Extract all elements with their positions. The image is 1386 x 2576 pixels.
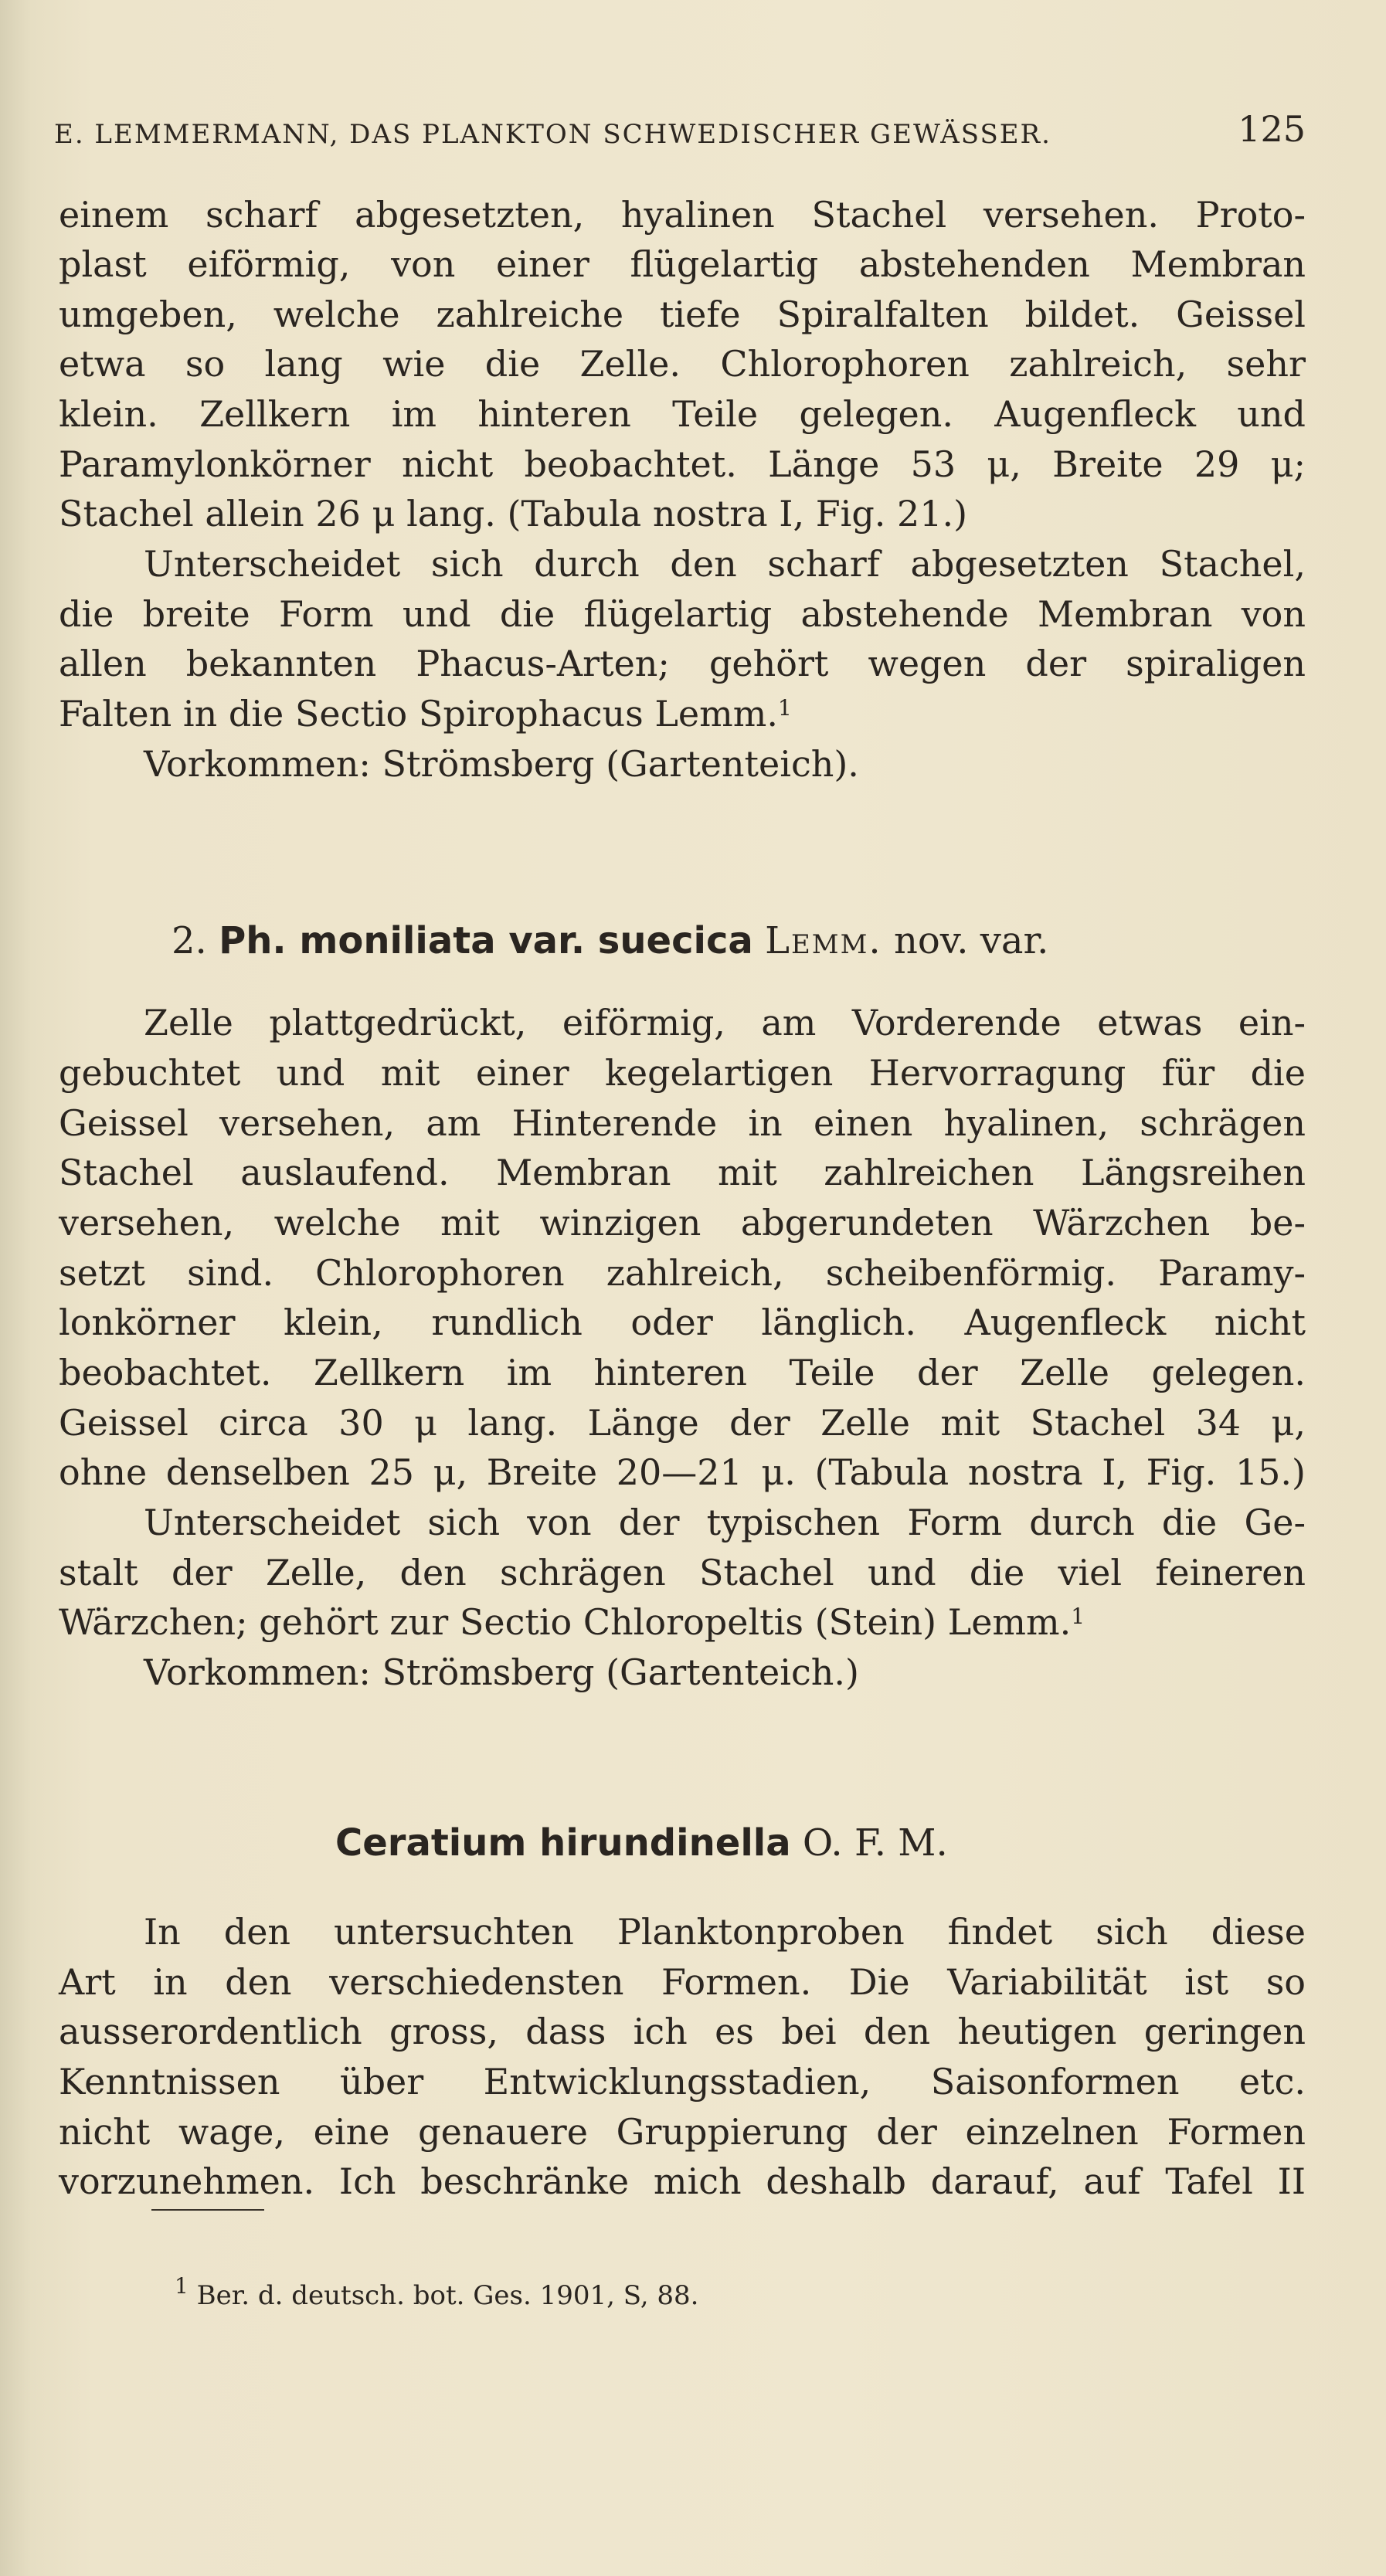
text-line: stalt der Zelle, den schrägen Stachel und die viel feineren <box>59 1552 1306 1593</box>
text-line: umgeben, welche zahlreiche tiefe Spiralfalten bildet. Geissel <box>59 294 1306 335</box>
text-line: Stachel auslaufend. Membran mit zahlreichen Längsreihen <box>59 1152 1306 1193</box>
footnote-text: Ber. d. deutsch. bot. Ges. 1901, S, 88. <box>196 2280 699 2311</box>
text-line: beobachtet. Zellkern im hinteren Teile der Zelle gelegen. <box>59 1352 1306 1393</box>
footnote-reference: 1 <box>1071 1604 1085 1629</box>
footnote-marker: 1 <box>175 2273 189 2299</box>
text-line: die breite Form und die flügelartig abstehende Membran von <box>59 593 1306 635</box>
page-header <box>54 108 1306 154</box>
text-line: versehen, welche mit winzigen abgerundeten Wärzchen be- <box>59 1202 1306 1244</box>
text-line: Kenntnissen über Entwicklungsstadien, Saisonformen etc. <box>59 2061 1306 2103</box>
text-line: Unterscheidet sich von der typischen Form durch die Ge- <box>144 1502 1306 1543</box>
text-line: Vorkommen: Strömsberg (Gartenteich). <box>144 743 859 785</box>
text-line: klein. Zellkern im hinteren Teile gelegen. Augenfleck und <box>59 393 1306 435</box>
text-line: einem scharf abgesetzten, hyalinen Stachel versehen. Proto- <box>59 194 1306 236</box>
page-number: 125 <box>1238 108 1306 150</box>
text-line: Zelle plattgedrückt, eiförmig, am Vorderende etwas ein- <box>144 1002 1306 1044</box>
species-name: Ph. moniliata var. suecica <box>219 919 753 962</box>
footnote-reference: 1 <box>777 695 792 721</box>
author-name: Lemm. <box>765 919 882 962</box>
text-line: ohne denselben 25 μ, Breite 20—21 μ. (Tabula nostra I, Fig. 15.) <box>59 1451 1306 1493</box>
author-name: O. F. M. <box>802 1821 948 1865</box>
text-line: Paramylonkörner nicht beobachtet. Länge 53 μ, Breite 29 μ; <box>59 443 1306 485</box>
text-line: Wärzchen; gehört zur Sectio Chloropeltis (Stein) Lemm.$^1$ <box>59 1601 1085 1643</box>
text-line: Art in den verschiedensten Formen. Die Variabilität ist so <box>59 1961 1306 2003</box>
text-line: vorzunehmen. Ich beschränke mich deshalb darauf, auf Tafel II <box>59 2160 1306 2202</box>
text-line: Geissel versehen, am Hinterende in einen hyalinen, schrägen <box>59 1102 1306 1144</box>
text-line: Unterscheidet sich durch den scharf abgesetzten Stachel, <box>144 543 1306 585</box>
running-title: E. LEMMERMANN, DAS PLANKTON SCHWEDISCHER GEWÄSSER. <box>54 119 1051 150</box>
text-line: gebuchtet und mit einer kegelartigen Hervorragung für die <box>59 1052 1306 1094</box>
text-line: ausserordentlich gross, dass ich es bei den heutigen geringen <box>59 2011 1306 2052</box>
text-line: allen bekannten Phacus-Arten; gehört wegen der spiraligen <box>59 643 1306 684</box>
heading-number: 2. <box>172 919 207 962</box>
text-line: In den untersuchten Planktonproben findet sich diese <box>144 1911 1306 1953</box>
species-heading <box>172 918 1048 964</box>
footnote <box>175 2273 699 2313</box>
text-line: etwa so lang wie die Zelle. Chlorophoren zahlreich, sehr <box>59 343 1306 385</box>
text-line: nicht wage, eine genauere Gruppierung der einzelnen Formen <box>59 2111 1306 2153</box>
text-line: plast eiförmig, von einer flügelartig abstehenden Membran <box>59 243 1306 285</box>
species-heading <box>335 1820 948 1866</box>
text-line: setzt sind. Chlorophoren zahlreich, scheibenförmig. Paramy- <box>59 1252 1306 1294</box>
text-line: Stachel allein 26 μ lang. (Tabula nostra I, Fig. 21.) <box>59 493 968 535</box>
species-name: Ceratium hirundinella <box>335 1821 791 1865</box>
text-line: Vorkommen: Strömsberg (Gartenteich.) <box>144 1651 859 1693</box>
text-line: lonkörner klein, rundlich oder länglich. Augenfleck nicht <box>59 1302 1306 1343</box>
text-line: Geissel circa 30 μ lang. Länge der Zelle mit Stachel 34 μ, <box>59 1402 1306 1444</box>
footnote-divider <box>151 2209 264 2211</box>
text-line: Falten in die Sectio Spirophacus Lemm.$^1$ <box>59 693 792 735</box>
taxon-status: nov. var. <box>893 919 1049 962</box>
